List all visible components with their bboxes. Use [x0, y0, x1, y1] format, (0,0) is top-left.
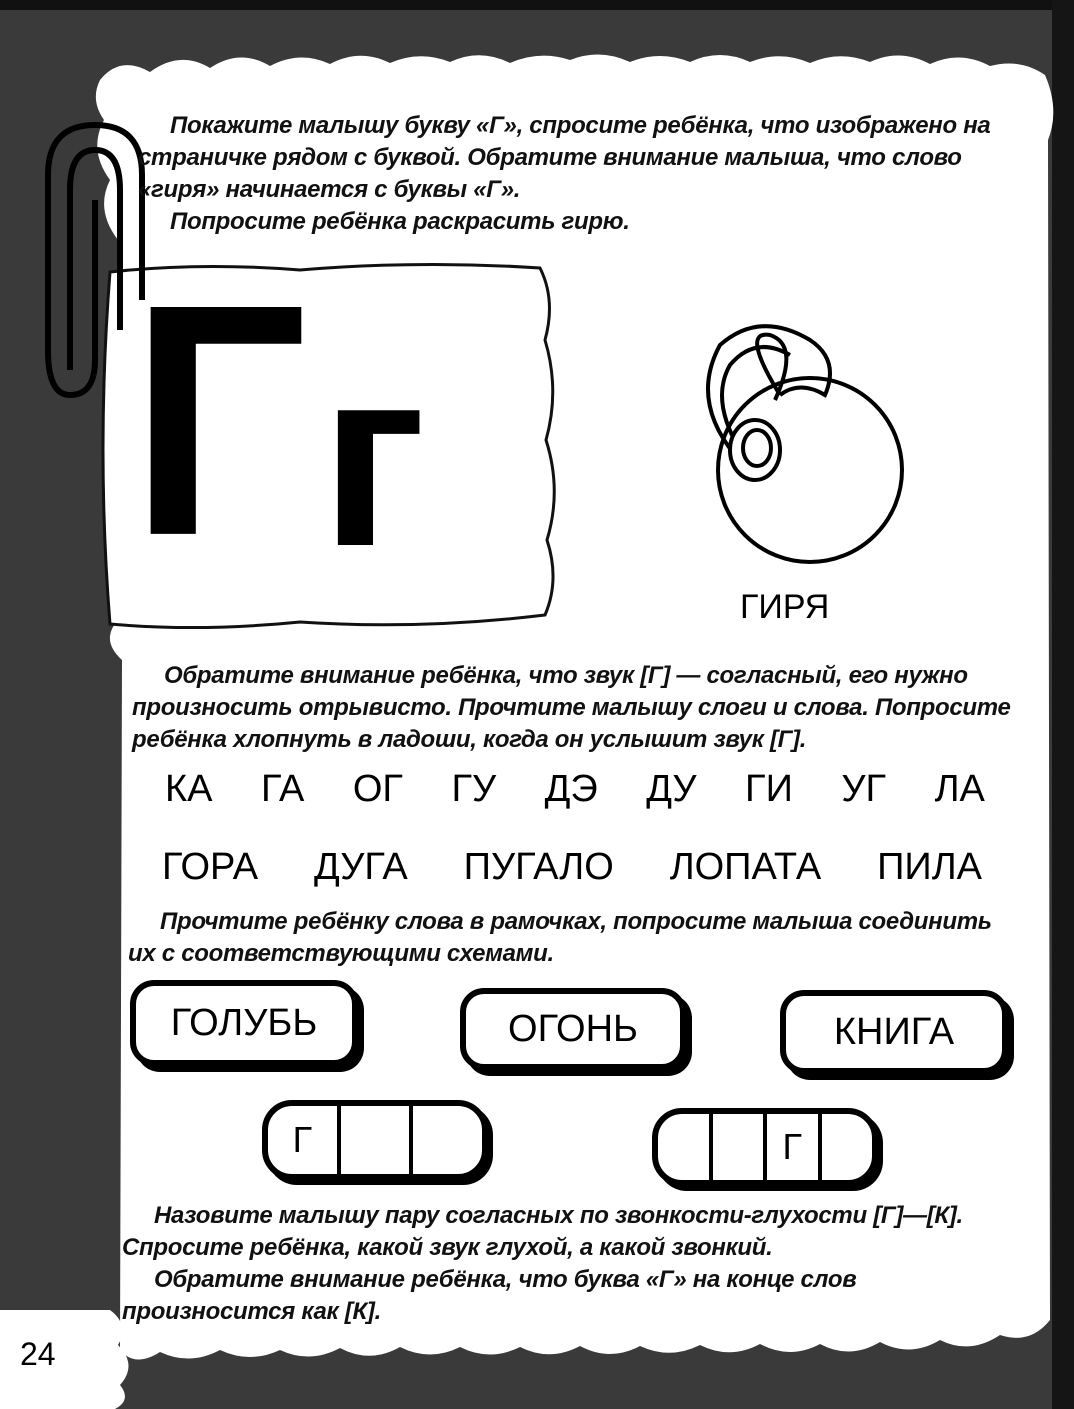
word-box-ogon[interactable]: ОГОНЬ: [460, 988, 686, 1070]
intro-text: [138, 110, 1038, 238]
word: ГОРА: [162, 846, 259, 888]
syllable: ГИ: [745, 768, 793, 810]
word: ДУГА: [314, 846, 408, 888]
scheme-cell: Г: [763, 1114, 818, 1180]
syllable: ДУ: [646, 768, 697, 810]
final-instruction: [122, 1200, 1022, 1328]
scheme-cell: [818, 1114, 873, 1180]
sound-instruction: Обратите внимание ребёнка, что звук [Г] — согласный, его нужно произносить отрывисто. Прочтите малышу слоги и слова. Попросите ребёнка хлопнуть в ладоши, когда он услышит звук [Г].: [132, 662, 1011, 753]
syllable: ЛА: [934, 768, 985, 810]
word: ПУГАЛО: [463, 846, 614, 888]
match-instruction: Прочтите ребёнку слова в рамочках, попросите малыша соединить их с соответствующими схемами.: [128, 908, 992, 967]
syllable: ГУ: [451, 768, 497, 810]
syllables-row: [165, 768, 985, 811]
syllable: ГА: [260, 768, 305, 810]
final-paragraph: Назовите малышу пару согласных по звонкости-глухости [Г]—[К]. Спросите ребёнка, какой звук глухой, а какой звонкий.: [122, 1202, 963, 1261]
letter-lower: г: [320, 315, 427, 600]
word-box-golub[interactable]: ГОЛУБЬ: [130, 980, 358, 1066]
syllable: УГ: [841, 768, 887, 810]
scheme-cell: Г: [292, 1119, 313, 1160]
intro-paragraph: Покажите малышу букву «Г», спросите ребёнка, что изображено на страничке рядом с буквой. Обратите внимание малыша, что слово «гиря» начинается с буквы «Г».: [138, 112, 991, 203]
scheme-cell: [658, 1114, 709, 1180]
syllable: ДЭ: [544, 768, 598, 810]
word-scheme-1[interactable]: [262, 1100, 488, 1180]
picture-caption: ГИРЯ: [740, 588, 830, 626]
word: ЛОПАТА: [669, 846, 822, 888]
syllable: КА: [165, 768, 213, 810]
words-row: [162, 846, 982, 889]
word-box-kniga[interactable]: КНИГА: [780, 990, 1008, 1074]
letter-pair: [125, 235, 427, 604]
scheme-cell: [709, 1114, 764, 1180]
syllable: ОГ: [352, 768, 403, 810]
intro-paragraph: Попросите ребёнка раскрасить гирю.: [170, 208, 630, 235]
page-number: 24: [20, 1336, 56, 1372]
letter-upper: Г: [129, 235, 308, 604]
scheme-cell: [409, 1106, 482, 1174]
final-paragraph: Обратите внимание ребёнка, что буква «Г» на конце слов произносится как [К].: [122, 1266, 857, 1325]
word: ПИЛА: [877, 846, 982, 888]
word-scheme-2[interactable]: [652, 1108, 878, 1186]
scheme-cell: [337, 1106, 410, 1174]
